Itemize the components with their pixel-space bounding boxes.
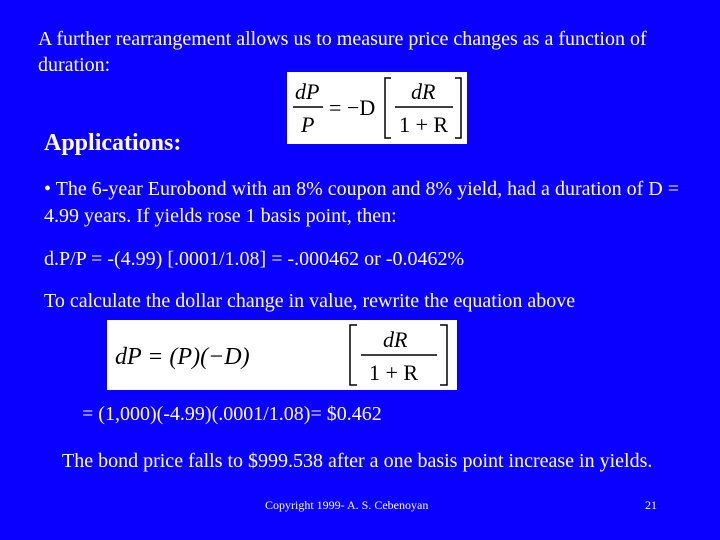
eq1-rhs-denominator: 1 + R (399, 112, 449, 137)
dollar-change-intro: To calculate the dollar change in value, rewrite the equation above (44, 290, 576, 312)
page-number: 21 (645, 498, 657, 512)
duration-equation-image (287, 72, 467, 144)
eq2-rhs-numerator: dR (383, 327, 408, 352)
conclusion-text: The bond price falls to $999.538 after a one basis point increase in yields. (62, 450, 653, 472)
eurobond-example-text: • The 6-year Eurobond with an 8% coupon and 8% yield, had a duration of D = 4.99 years. If yields rose 1 basis point, then: (44, 178, 679, 227)
eq2-rhs-denominator: 1 + R (369, 360, 419, 385)
eq1-lhs-numerator: dP (295, 79, 320, 104)
dollar-change-result: = (1,000)(-4.99)(.0001/1.08)= $0.462 (82, 403, 382, 425)
eq1-rhs-numerator: dR (411, 79, 436, 104)
copyright-footer: Copyright 1999- A. S. Cebenoyan (265, 498, 429, 512)
applications-heading: Applications: (44, 130, 182, 156)
intro-text: A further rearrangement allows us to measure price changes as a function of duration: (38, 28, 647, 76)
eq2-lhs: dP = (P)(−D) (115, 344, 250, 370)
eq1-lhs-denominator: P (301, 112, 315, 137)
dollar-change-equation-image (107, 320, 457, 390)
percent-change-line: d.P/P = -(4.99) [.0001/1.08] = -.000462 or -0.0462% (44, 248, 465, 270)
eq1-mid: = −D (329, 95, 376, 120)
